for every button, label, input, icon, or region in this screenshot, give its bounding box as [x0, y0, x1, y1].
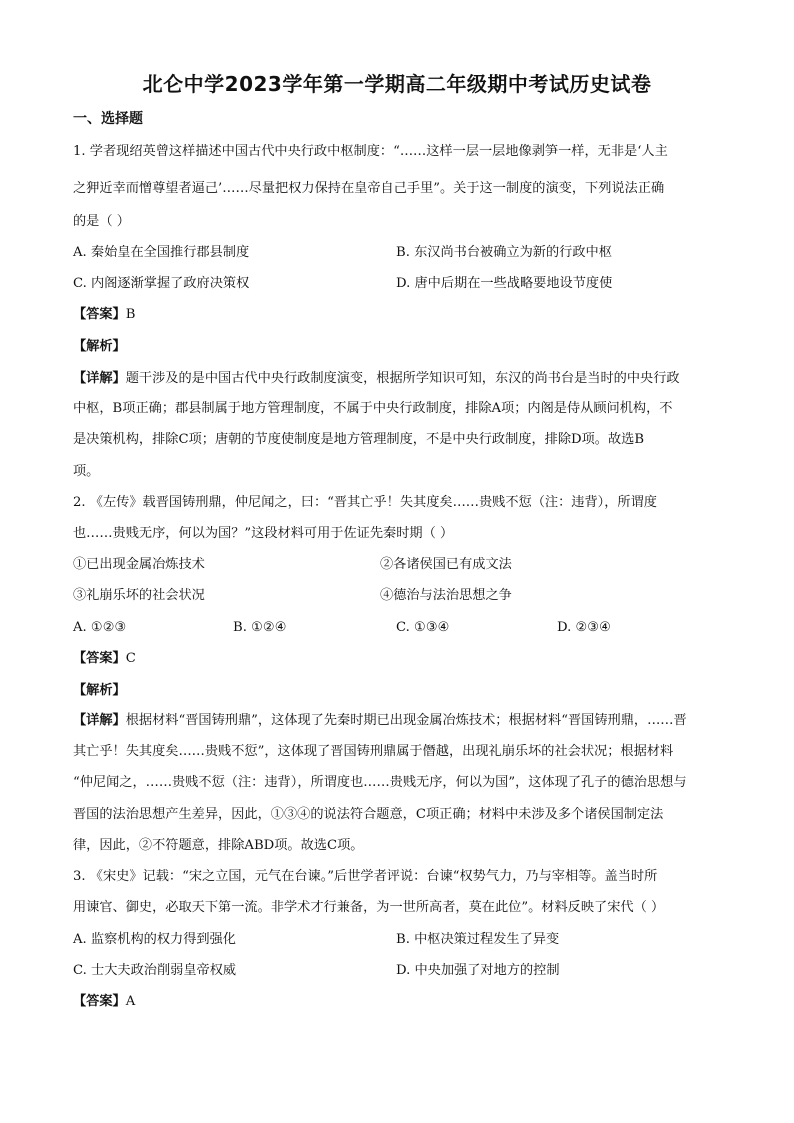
q3-option-a: A. 监察机构的权力得到强化	[73, 932, 236, 947]
answer-tag: 【答案】	[73, 307, 126, 322]
q2-detail-line-5: 律，因此，②不符题意，排除ABD项。故选C项。	[73, 838, 364, 853]
q1-detail-line-2: 中枢，B项正确；郡县制属于地方管理制度，不属于中央行政制度，排除A项；内阁是侍从顾问机构，不	[73, 401, 673, 416]
q2-detail-line-1	[73, 712, 723, 730]
answer-tag: 【答案】	[73, 651, 126, 666]
q3-answer	[73, 993, 723, 1011]
q2-detail-line-4: 晋国的法治思想产生差异，因此，①③④的说法符合题意，C项正确；材料中未涉及多个诸侯国制定法	[73, 807, 664, 822]
detail-text: 题干涉及的是中国古代中央行政制度演变，根据所学知识可知，东汉的尚书台是当时的中央行政	[125, 371, 680, 386]
q1-detail-line-4: 项。	[73, 464, 100, 479]
q1-detail-line-3: 是决策机构，排除C项；唐朝的节度使制度是地方管理制度，不是中央行政制度，排除D项。故选B	[73, 432, 645, 447]
q2-stem-line-2: 也……贵贱无序，何以为国？”这段材料可用于佐证先秦时期（ ）	[73, 526, 454, 541]
analysis-tag: 【解析】	[73, 339, 126, 354]
detail-tag: 【详解】	[73, 713, 126, 728]
q2-answer	[73, 650, 723, 668]
q2-option-d: D. ②③④	[557, 620, 611, 635]
q2-analysis-tag	[73, 682, 723, 700]
q1-detail-line-1	[73, 370, 723, 388]
q1-option-b: B. 东汉尚书台被确立为新的行政中枢	[396, 245, 612, 260]
q1-option-c: C. 内阁逐渐掌握了政府决策权	[73, 276, 250, 291]
q3-option-b: B. 中枢决策过程发生了异变	[396, 932, 560, 947]
q2-item-2: ②各诸侯国已有成文法	[380, 557, 512, 572]
q3-stem-line-1: 3. 《宋史》记载：“宋之立国，元气在台谏。”后世学者评说：台谏“权势气力，乃与宰相等。盖当时所	[73, 869, 658, 884]
q2-item-3: ③礼崩乐坏的社会状况	[73, 588, 205, 603]
answer-tag: 【答案】	[73, 994, 126, 1009]
q1-stem-line-2: 之狎近幸而憎尊望者逼己’……尽量把权力保持在皇帝自己手里”。关于这一制度的演变，下列说法正确	[73, 181, 665, 196]
q2-detail-line-3: “仲尼闻之，……贵贱不愆（注：违背），所谓度也……贵贱无序，何以为国”，这体现了孔子的德治思想与	[73, 775, 687, 790]
q1-stem-line-3: 的是（ ）	[73, 214, 130, 229]
q2-detail-line-2: 其亡乎！失其度矣……贵贱不愆”，这体现了晋国铸刑鼎属于僭越，出现礼崩乐坏的社会状况；根据材料	[73, 744, 674, 759]
q1-analysis-tag	[73, 338, 723, 356]
q1-option-d: D. 唐中后期在一些战略要地设节度使	[396, 276, 613, 291]
q1-answer	[73, 306, 723, 324]
answer-value: A	[125, 994, 136, 1009]
q2-option-b: B. ①②④	[233, 620, 287, 635]
q1-stem-line-1: 1. 学者现绍英曾这样描述中国古代中央行政中枢制度：“……这样一层一层地像剥笋一样，无非是‘人主	[73, 144, 668, 159]
analysis-tag: 【解析】	[73, 683, 126, 698]
answer-value: B	[125, 307, 136, 322]
q2-option-c: C. ①③④	[396, 620, 450, 635]
detail-text: 根据材料“晋国铸刑鼎”，这体现了先秦时期已出现金属冶炼技术；根据材料“晋国铸刑鼎，……晋	[125, 713, 687, 728]
q2-stem-line-1: 2. 《左传》载晋国铸刑鼎，仲尼闻之，曰：“晋其亡乎！失其度矣……贵贱不愆（注：违背），所谓度	[73, 495, 657, 510]
q2-item-4: ④德治与法治思想之争	[380, 588, 512, 603]
q2-item-1: ①已出现金属冶炼技术	[73, 557, 205, 572]
answer-value: C	[125, 651, 136, 666]
q1-option-a: A. 秦始皇在全国推行郡县制度	[73, 245, 250, 260]
q2-option-a: A. ①②③	[73, 620, 127, 635]
q3-option-c: C. 士大夫政治削弱皇帝权威	[73, 963, 237, 978]
q3-option-d: D. 中央加强了对地方的控制	[396, 963, 560, 978]
q3-stem-line-2: 用谏官、御史，必取天下第一流。非学术才行兼备，为一世所高者，莫在此位”。材料反映了宋代（ ）	[73, 900, 665, 915]
page-title: 北仑中学2023学年第一学期高二年级期中考试历史试卷	[142, 72, 652, 96]
detail-tag: 【详解】	[73, 371, 126, 386]
section-heading: 一、选择题	[73, 111, 143, 127]
